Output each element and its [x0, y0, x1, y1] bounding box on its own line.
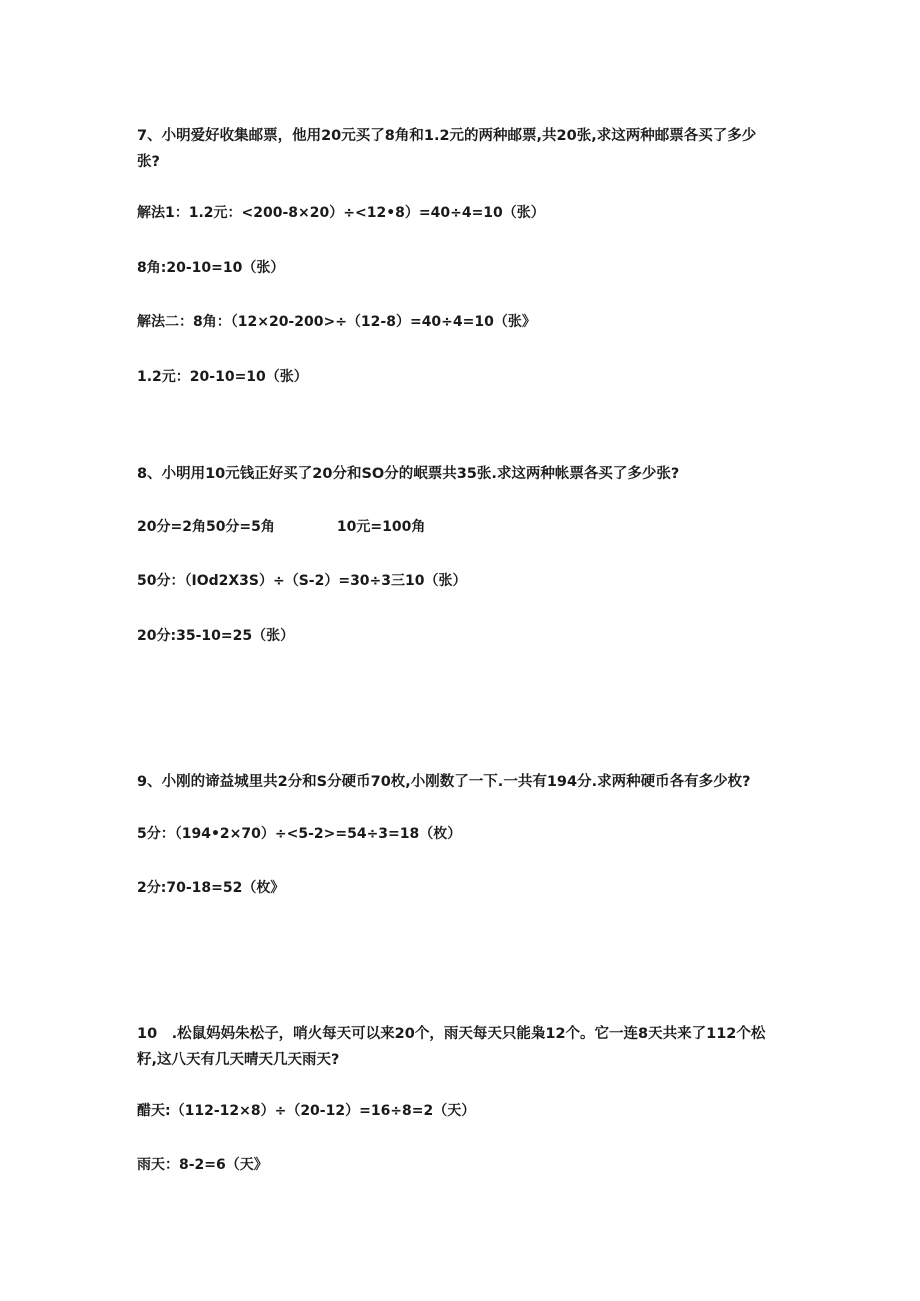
problem-7-step-1: 解法1：1.2元：<200-8×20）÷<12•8）=40÷4=10（张）	[137, 205, 545, 221]
problem-8-conversion-right: 10元=100角	[336, 519, 426, 535]
problem-7-question-line2: 张?	[137, 154, 160, 170]
problem-9-question: 9、小刚的谛益城里共2分和S分硬币70枚,小刚数了一下.一共有194分.求两种硬币各有多少枚?	[137, 774, 751, 790]
problem-9-step-2: 2分:70-18=52（枚》	[137, 880, 285, 896]
problem-8-step-1: 50分：（IOd2X3S）÷（S-2）=30÷3三10（张）	[137, 573, 467, 589]
problem-7-step-4: 1.2元：20-10=10（张）	[137, 369, 308, 385]
problem-10-step-1: 醋天:（112-12×8）÷（20-12）=16÷8=2（天）	[137, 1103, 476, 1119]
problem-7-question-line1: 7、小明爱好收集邮票，他用20元买了8角和1.2元的两种邮票,共20张,求这两种邮票各买了多少	[137, 128, 757, 144]
problem-9-step-1: 5分：（194•2×70）÷<5-2>=54÷3=18（枚）	[137, 826, 462, 842]
problem-10-step-2: 雨天：8-2=6（天》	[137, 1157, 268, 1173]
problem-10-question-line1: 10 .松鼠妈妈朱松子，哨火每天可以来20个，雨天每天只能枭12个。它一连8天共来了112个松	[137, 1026, 766, 1042]
problem-8-question: 8、小明用10元钱正好买了20分和SO分的岷票共35张.求这两种帐票各买了多少张?	[137, 466, 680, 482]
problem-8-conversion-left: 20分=2角50分=5角	[137, 519, 275, 535]
problem-7-step-2: 8角:20-10=10（张）	[137, 260, 285, 276]
problem-10-question-line2: 籽,这八天有几天晴天几天雨天?	[137, 1052, 340, 1068]
problem-8-conversion-row	[137, 517, 425, 537]
problem-7-step-3: 解法二：8角：（12×20-200>÷（12-8）=40÷4=10（张》	[137, 314, 536, 330]
problem-8-step-2: 20分:35-10=25（张）	[137, 628, 295, 644]
